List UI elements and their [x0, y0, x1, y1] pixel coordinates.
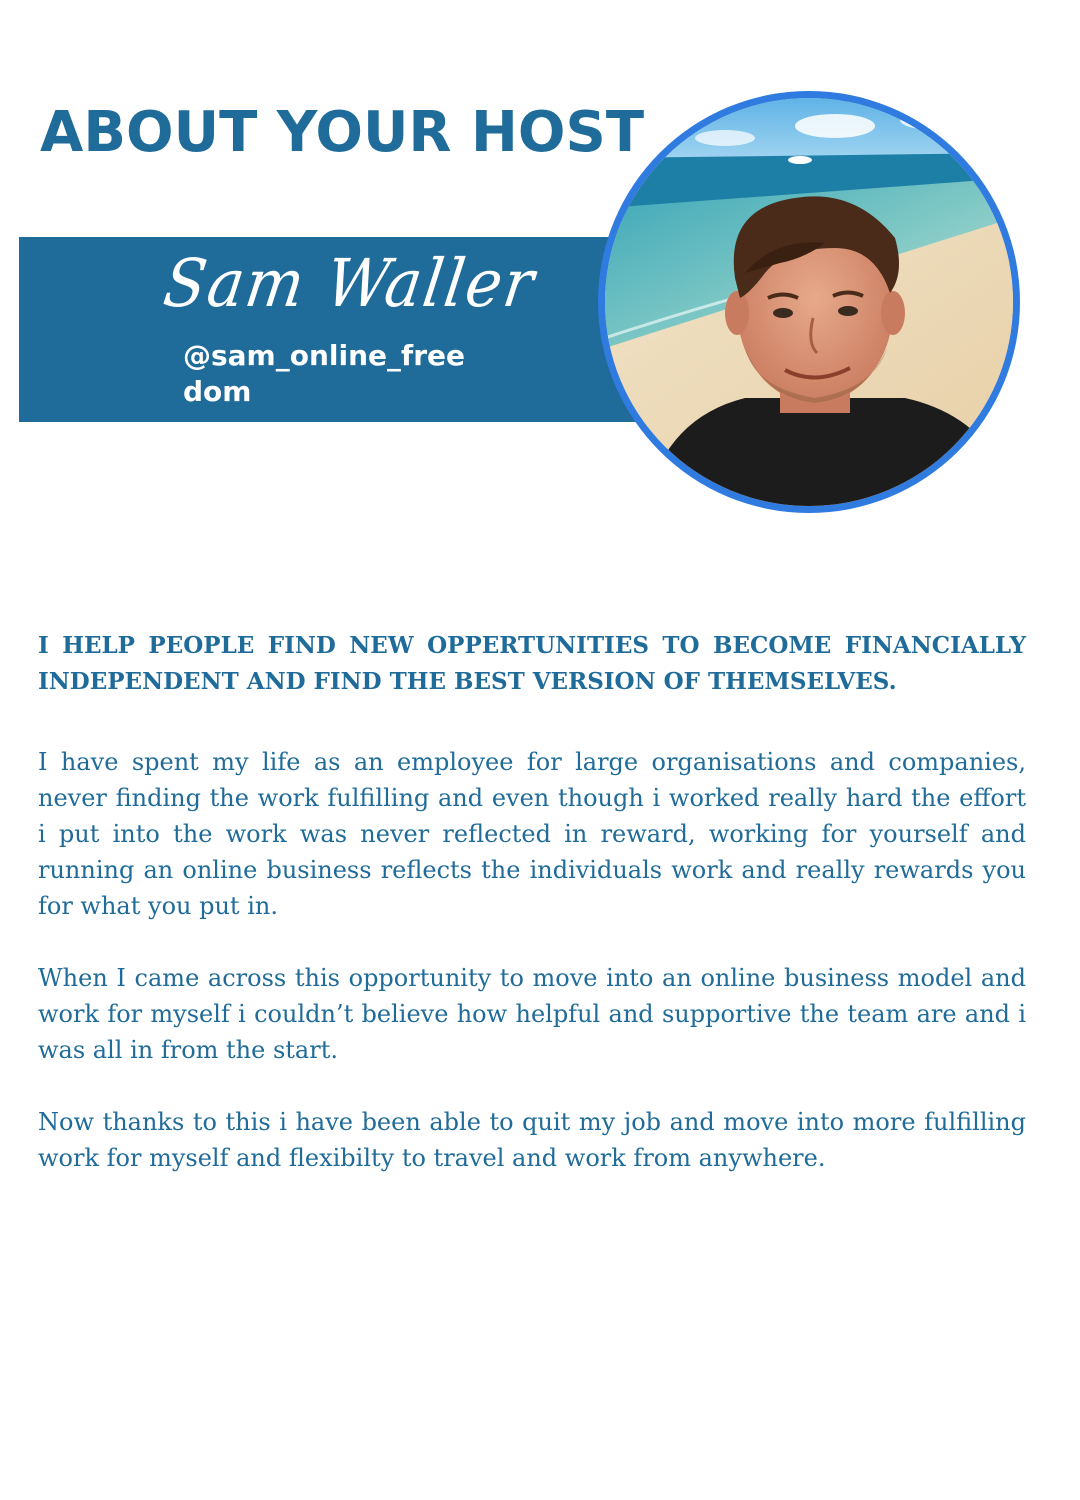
bio-paragraph-career: I have spent my life as an employee for large organisations and companies, never finding the work fulfilling and even though i worked really hard the effort i put into the work was never reflected in reward, working for yourself and running an online business reflects the individuals work and really rewards you for what you put in.	[38, 748, 1026, 920]
host-photo	[605, 98, 1013, 506]
beach-selfie-image	[605, 98, 1013, 506]
bio-headline: I HELP PEOPLE FIND NEW OPPERTUNITIES TO BECOME FINANCIALLY INDEPENDENT AND FIND THE BEST VERSION OF THEMSELVES.	[38, 632, 1026, 695]
host-photo-ring	[598, 91, 1020, 513]
social-handle: @sam_online_freedom	[183, 339, 465, 408]
host-signature: Sam Waller	[159, 245, 541, 322]
page-title: ABOUT YOUR HOST	[40, 100, 645, 165]
host-bio	[38, 628, 1026, 1212]
bio-paragraph-opportunity: When I came across this opportunity to move into an online business model and work for myself i couldn’t believe how helpful and supportive the team are and i was all in from the start.	[38, 964, 1026, 1064]
bio-paragraph-now: Now thanks to this i have been able to quit my job and move into more fulfilling work for myself and flexibilty to travel and work from anywhere.	[38, 1108, 1026, 1172]
